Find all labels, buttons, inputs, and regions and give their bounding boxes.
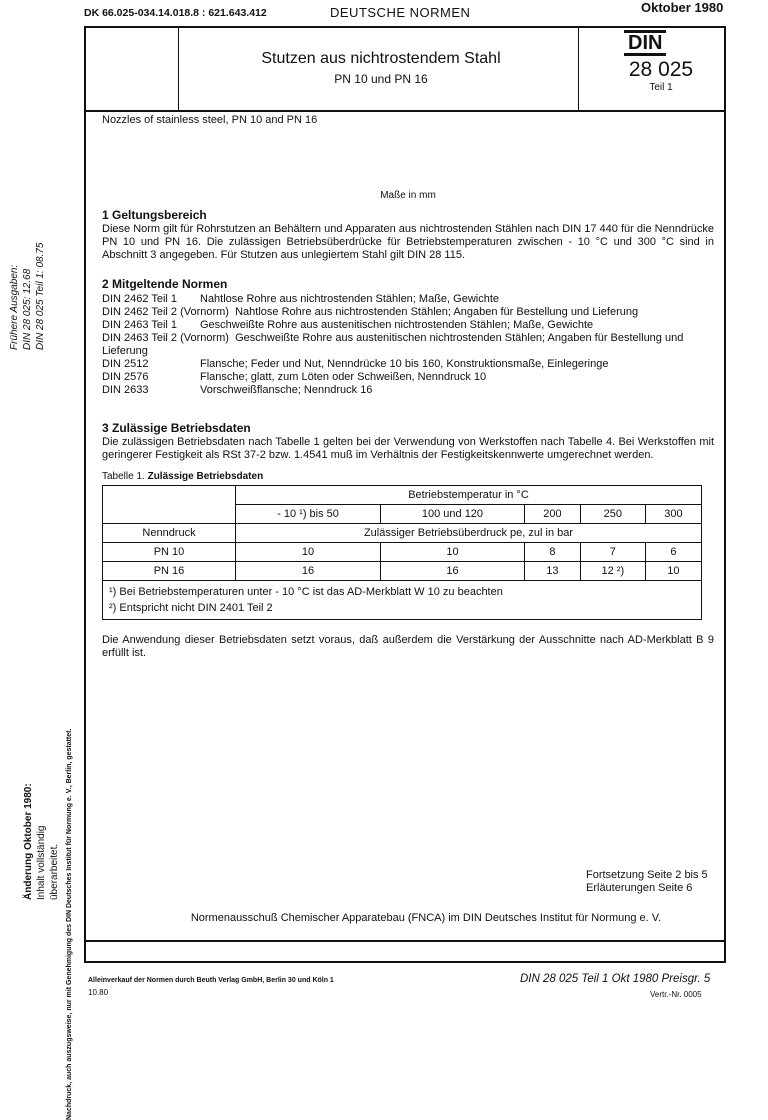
section-heading: 1 Geltungsbereich xyxy=(102,208,207,222)
list-item: DIN 2462 Teil 2 (Vornorm) Nahtlose Rohre aus nichtrostenden Stählen; Angaben für Bestellung und Lieferung xyxy=(102,306,639,318)
table-caption: Tabelle 1. Zulässige Betriebsdaten xyxy=(102,471,264,482)
english-title: Nozzles of stainless steel, PN 10 and PN 16 xyxy=(102,114,318,126)
normative-references xyxy=(102,293,714,397)
list-item: DIN 2576 Flansche; glatt, zum Löten oder Schweißen, Nenndruck 10 xyxy=(102,371,487,383)
footnote: ²) Entspricht nicht DIN 2401 Teil 2 xyxy=(109,602,273,614)
change-note: Änderung Oktober 1980: Inhalt vollständig überarbeitet. xyxy=(23,783,60,900)
list-item: DIN 2633 Vorschweißflansche; Nenndruck 16 xyxy=(102,384,373,396)
earlier-editions: Frühere Ausgaben: DIN 28 025: 12.68 DIN 28 025 Teil 1: 08.75 xyxy=(9,242,46,350)
footer-separator xyxy=(86,940,724,942)
section-2 xyxy=(102,278,714,397)
reprint-notice: Nachdruck, auch auszugsweise, nur mit Genehmigung des DIN Deutsches Institut für Normung e. V., Berlin, gestattet. xyxy=(66,728,73,1120)
series-title: DEUTSCHE NORMEN xyxy=(330,5,471,20)
issue-date: Oktober 1980 xyxy=(641,0,724,15)
sales-notice: Alleinverkauf der Normen durch Beuth Verlag GmbH, Berlin 30 und Köln 1 xyxy=(88,977,334,984)
document-title: Stutzen aus nichtrostendem Stahl xyxy=(261,50,501,67)
list-item: DIN 2512 Flansche; Feder und Nut, Nenndrücke 10 bis 160, Konstruktionsmaße, Einlegeringe xyxy=(102,358,609,370)
table-notes xyxy=(103,581,702,620)
footnote: ¹) Bei Betriebstemperaturen unter - 10 °C ist das AD-Merkblatt W 10 zu beachten xyxy=(109,586,503,598)
distribution-number: Vertr.-Nr. 0005 xyxy=(650,990,702,999)
document-frame xyxy=(84,26,726,963)
section-1 xyxy=(102,209,714,262)
section-3 xyxy=(102,422,714,660)
standard-number: 28 025 xyxy=(628,58,694,81)
section-heading: 2 Mitgeltende Normen xyxy=(102,277,228,291)
units-note: Maße in mm xyxy=(380,190,436,201)
document-subtitle: PN 10 und PN 16 xyxy=(334,72,428,86)
din-logo: DIN xyxy=(624,30,666,56)
table-row: PN 16 16 16 13 12 ²) 10 xyxy=(103,562,702,581)
standard-part: Teil 1 xyxy=(649,82,673,93)
dk-classification: DK 66.025-034.14.018.8 : 621.643.412 xyxy=(84,7,267,19)
pressure-header: Zulässiger Betriebsüberdruck pe, zul in bar xyxy=(236,524,702,543)
temperature-header: Betriebstemperatur in °C xyxy=(236,486,702,505)
print-code: 10.80 xyxy=(88,988,109,997)
footer-reference: DIN 28 025 Teil 1 Okt 1980 Preisgr. 5 xyxy=(520,973,711,985)
list-item: DIN 2463 Teil 2 (Vornorm) Geschweißte Rohre aus austenitischen nichtrostenden Stählen; Angaben für Bestellung und Lieferung xyxy=(102,332,684,357)
header-row xyxy=(86,28,724,112)
closing-text: Die Anwendung dieser Betriebsdaten setzt voraus, daß außerdem die Verstärkung der Ausschnitte nach AD-Merkblatt B 9 erfüllt ist. xyxy=(102,634,714,659)
section-heading: 3 Zulässige Betriebsdaten xyxy=(102,421,251,435)
section-text: Die zulässigen Betriebsdaten nach Tabelle 1 gelten bei der Verwendung von Werkstoffen nach Tabelle 4. Bei Werkstoffen mit geringerer Festigkeit als RSt 37-2 bzw. 1.4541 muß im Verhältnis der Festigkeitskennwerte umgerechnet werden. xyxy=(102,436,714,461)
list-item: DIN 2463 Teil 1 Geschweißte Rohre aus austenitischen nichtrostenden Stählen; Maße, Gewichte xyxy=(102,319,594,331)
section-text: Diese Norm gilt für Rohrstutzen an Behältern und Apparaten aus nichtrostenden Stählen nach DIN 17 440 für die Nenndrücke PN 10 und PN 16. Die zulässigen Betriebsüberdrücke für Betriebstemperaturen zwischen - 10 °C und 300 °C sind in Abschnitt 3 angegeben. Für Stutzen aus unlegiertem Stahl gilt DIN 28 115. xyxy=(102,223,714,261)
list-item: DIN 2462 Teil 1 Nahtlose Rohre aus nichtrostenden Stählen; Maße, Gewichte xyxy=(102,293,499,305)
table-row: - 10 ¹) bis 50 100 und 120 200 250 300 xyxy=(103,505,702,524)
table-row: Nenndruck Zulässiger Betriebsüberdruck pe, zul in bar xyxy=(103,524,702,543)
operating-data-table xyxy=(102,485,702,620)
continuation-note: Fortsetzung Seite 2 bis 5 Erläuterungen Seite 6 xyxy=(586,869,708,894)
table-row: PN 10 10 10 8 7 6 xyxy=(103,543,702,562)
committee-line: Normenausschuß Chemischer Apparatebau (FNCA) im DIN Deutsches Institut für Normung e. V. xyxy=(190,912,662,924)
